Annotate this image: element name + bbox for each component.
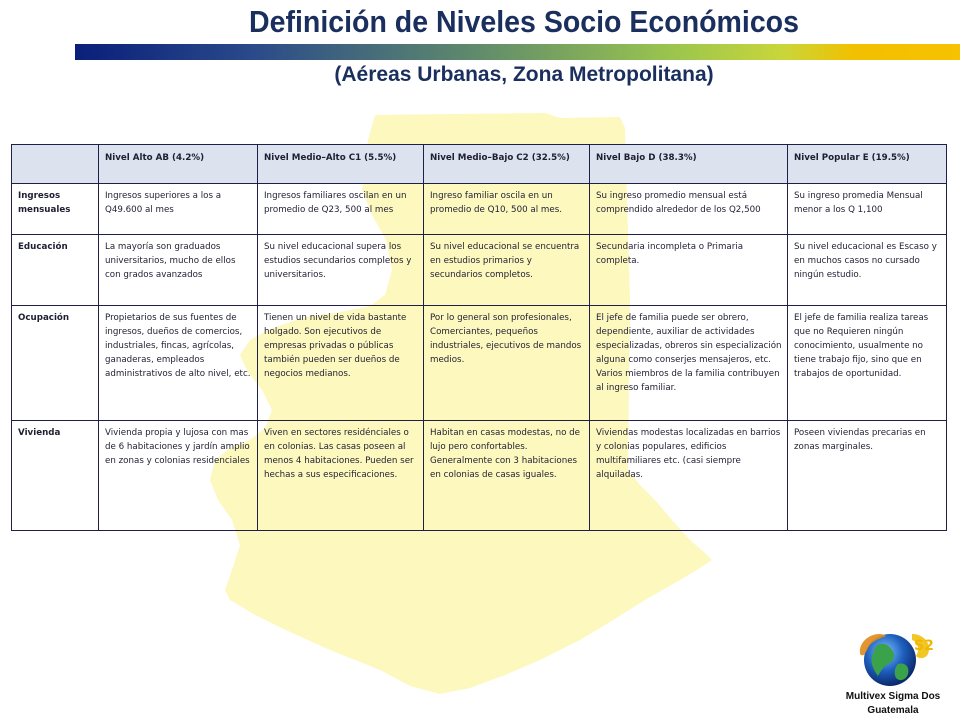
title-gradient-bar — [75, 44, 960, 60]
table-cell: Poseen viviendas precarias en zonas marginales. — [788, 421, 947, 531]
column-header-c2: Nivel Medio–Bajo C2 (32.5%) — [424, 145, 590, 184]
table-cell: Viviendas modestas localizadas en barrios y colonias populares, edificios multifamiliares etc. (casi siempre alquiladas. — [590, 421, 788, 531]
table-cell: El jefe de familia realiza tareas que no Requieren ningún conocimiento, usualmente no tiene trabajo fijo, sino que en trabajos de oportunidad. — [788, 306, 947, 421]
logo-company-name: Multivex Sigma Dos — [845, 691, 941, 702]
multivex-logo-globe-icon — [848, 624, 938, 692]
table-cell: Su nivel educacional se encuentra en estudios primarios y secundarios completos. — [424, 235, 590, 306]
table-row-ingresos — [12, 184, 947, 235]
table-row-educacion — [12, 235, 947, 306]
table-cell: Ingresos familiares oscilan en un promedio de Q23, 500 al mes — [258, 184, 424, 235]
table-cell: Su nivel educacional es Escaso y en muchos casos no cursado ningún estudio. — [788, 235, 947, 306]
row-label: Ingresos mensuales — [12, 184, 99, 235]
logo-country: Guatemala — [867, 705, 919, 716]
table-row-vivienda — [12, 421, 947, 531]
table-cell: La mayoría son graduados universitarios, mucho de ellos con grados avanzados — [99, 235, 258, 306]
table-cell: Vivienda propia y lujosa con mas de 6 habitaciones y jardín amplio en zonas y colonias residenciales — [99, 421, 258, 531]
table-corner-cell — [12, 145, 99, 184]
table-cell: Su ingreso promedia Mensual menor a los Q 1,100 — [788, 184, 947, 235]
socioeconomic-levels-table — [11, 144, 947, 531]
table-cell: Propietarios de sus fuentes de ingresos, dueños de comercios, industriales, fincas, agrícolas, ganaderas, empleados administrativos de alto nivel, etc. — [99, 306, 258, 421]
column-header-e: Nivel Popular E (19.5%) — [788, 145, 947, 184]
column-header-d: Nivel Bajo D (38.3%) — [590, 145, 788, 184]
column-header-ab: Nivel Alto AB (4.2%) — [99, 145, 258, 184]
table-header-row — [12, 145, 947, 184]
table-row-ocupacion — [12, 306, 947, 421]
page-title: Definición de Niveles Socio Económicos — [249, 4, 799, 39]
table-cell: Su nivel educacional supera los estudios secundarios completos y universitarios. — [258, 235, 424, 306]
table-cell: Viven en sectores residénciales o en colonias. Las casas poseen al menos 4 habitaciones. Pueden ser hechas a sus especificaciones. — [258, 421, 424, 531]
logo-caption — [830, 690, 956, 718]
table-cell: Ingreso familiar oscila en un promedio de Q10, 500 al mes. — [424, 184, 590, 235]
logo-mark-text: S2 — [914, 638, 934, 654]
table-cell: Su ingreso promedio mensual está comprendido alrededor de los Q2,500 — [590, 184, 788, 235]
table-cell: El jefe de familia puede ser obrero, dependiente, auxiliar de actividades especializadas, obreros sin especialización alguna como conserjes mensajeros, etc. Varios miembros de la familia contribuyen al ingreso familiar. — [590, 306, 788, 421]
page-subtitle: (Aéreas Urbanas, Zona Metropolitana) — [334, 63, 714, 86]
row-label: Vivienda — [12, 421, 99, 531]
table-cell: Habitan en casas modestas, no de lujo pero confortables. Generalmente con 3 habitaciones en colonias de casas iguales. — [424, 421, 590, 531]
row-label: Ocupación — [12, 306, 99, 421]
column-header-c1: Nivel Medio–Alto C1 (5.5%) — [258, 145, 424, 184]
table-cell: Secundaria incompleta o Primaria completa. — [590, 235, 788, 306]
table-cell: Tienen un nivel de vida bastante holgado. Son ejecutivos de empresas privadas o públicas también pueden ser dueños de negocios medianos. — [258, 306, 424, 421]
table-cell: Por lo general son profesionales, Comerciantes, pequeños industriales, ejecutivos de mandos medios. — [424, 306, 590, 421]
row-label: Educación — [12, 235, 99, 306]
table-cell: Ingresos superiores a los a Q49.600 al mes — [99, 184, 258, 235]
